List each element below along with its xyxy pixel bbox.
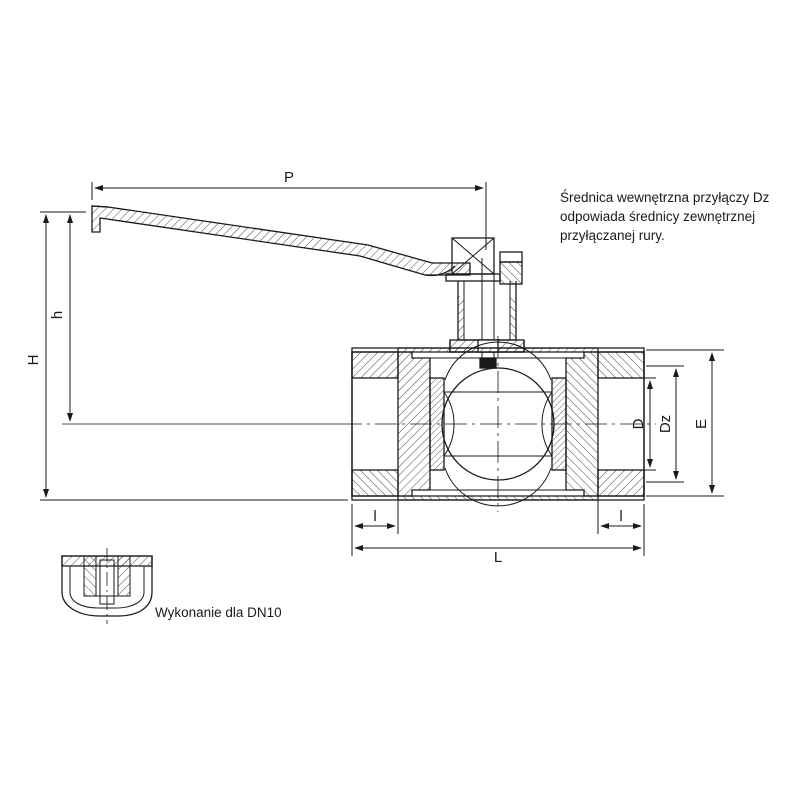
dn10-detail <box>62 548 152 624</box>
label-P: P <box>283 169 295 186</box>
label-l-right: l <box>619 508 623 525</box>
valve-body <box>340 336 656 512</box>
inner-diameter-note: Średnica wewnętrzna przyłączy Dz odpowiada średnicy zewnętrznej przyłączanej rury. <box>560 190 770 243</box>
label-Dz: Dz <box>657 414 674 434</box>
valve-lever <box>92 206 470 276</box>
label-D: D <box>630 418 647 430</box>
label-l-left: l <box>373 508 377 525</box>
label-H: H <box>25 354 42 366</box>
label-E: E <box>693 418 710 430</box>
dn10-caption: Wykonanie dla DN10 <box>155 605 282 620</box>
label-L: L <box>493 549 503 566</box>
label-h: h <box>49 310 66 320</box>
